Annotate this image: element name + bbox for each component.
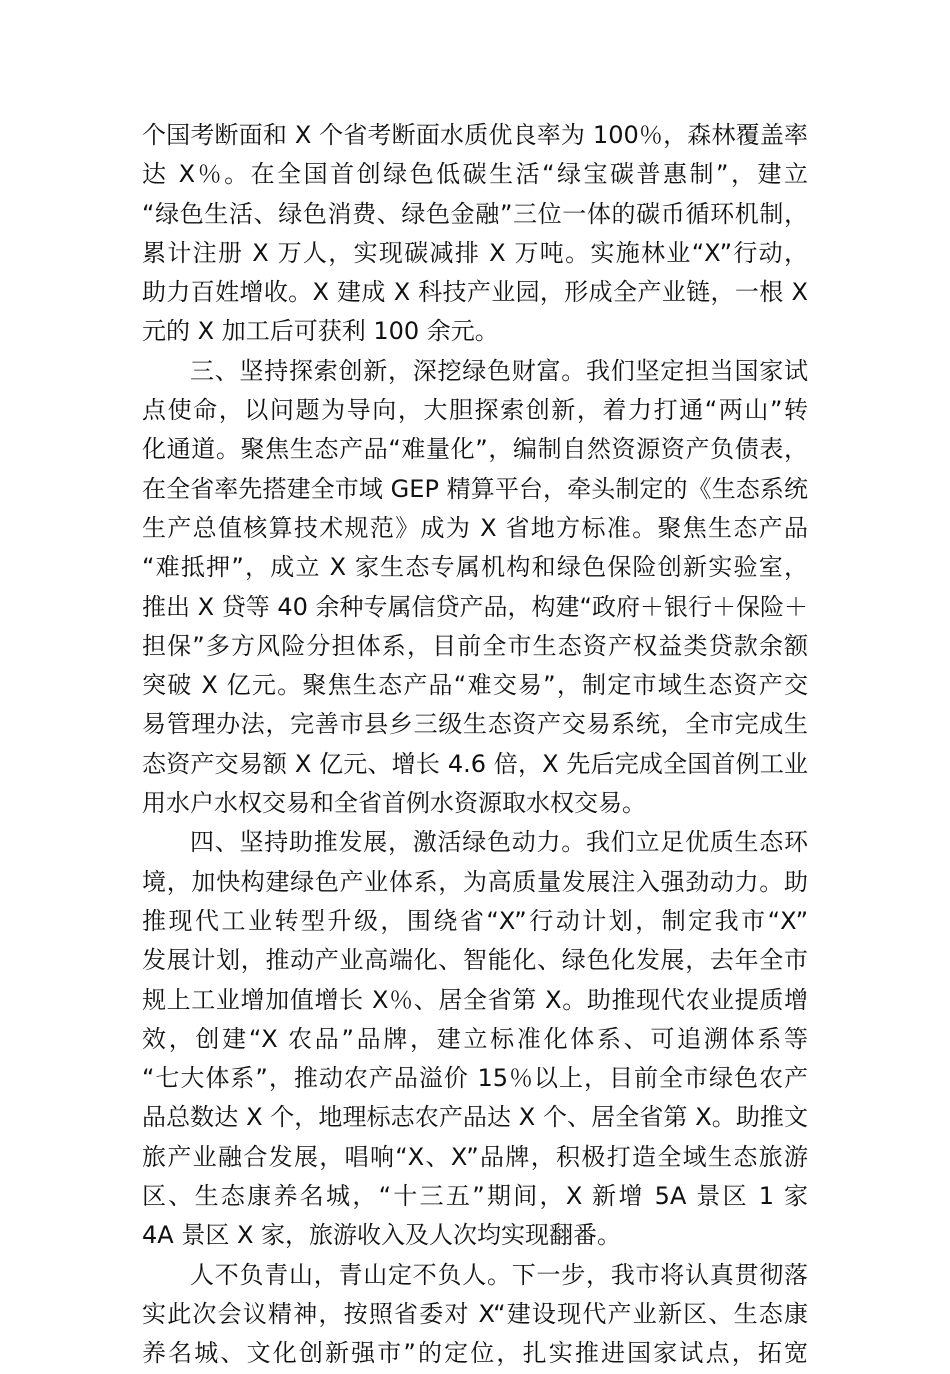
text-line: 四、坚持助推发展，激活绿色动力。我们立足优质生态环 [190, 828, 808, 857]
text-line: 累计注册 X 万人，实现碳减排 X 万吨。实施林业“X”行动， [142, 238, 808, 267]
text-line: 养名城、文化创新强市”的定位，扎实推进国家试点，拓宽 [142, 1339, 808, 1368]
text-line: 品总数达 X 个，地理标志农产品达 X 个、居全省第 X。助推文 [142, 1103, 808, 1132]
text-line: 化通道。聚焦生态产品“难量化”，编制自然资源资产负债表， [142, 435, 808, 464]
text-line: 推现代工业转型升级，围绕省“X”行动计划，制定我市“X” [142, 906, 808, 935]
text-line: 境，加快构建绿色产业体系，为高质量发展注入强劲动力。助 [142, 867, 808, 896]
text-line: “难抵押”，成立 X 家生态专属机构和绿色保险创新实验室， [142, 553, 808, 582]
text-line: 态资产交易额 X 亿元、增长 4.6 倍，X 先后完成全国首例工业 [142, 749, 808, 778]
text-line: 点使命，以问题为导向，大胆探索创新，着力打通“两山”转 [142, 396, 808, 425]
text-line: 用水户水权交易和全省首例水资源取水权交易。 [142, 789, 646, 818]
text-line: 推出 X 贷等 40 余种专属信贷产品，构建“政府＋银行＋保险＋ [142, 592, 808, 621]
text-line: “七大体系”，推动农产品溢价 15％以上，目前全市绿色农产 [142, 1064, 808, 1093]
text-line: 达 X％。在全国首创绿色低碳生活“绿宝碳普惠制”，建立 [142, 160, 808, 189]
text-line: 旅产业融合发展，唱响“X、X”品牌，积极打造全域生态旅游 [142, 1142, 808, 1171]
text-line: 实此次会议精神，按照省委对 X“建设现代产业新区、生态康 [142, 1299, 808, 1328]
text-line: 元的 X 加工后可获利 100 余元。 [142, 317, 499, 346]
text-line: 生产总值核算技术规范》成为 X 省地方标准。聚焦生态产品 [142, 513, 808, 542]
text-line: 个国考断面和 X 个省考断面水质优良率为 100％，森林覆盖率 [142, 121, 808, 149]
text-line: 助力百姓增收。X 建成 X 科技产业园，形成全产业链，一根 X [142, 278, 808, 307]
text-line: 突破 X 亿元。聚焦生态产品“难交易”，制定市域生态资产交 [142, 671, 808, 700]
text-line: 发展计划，推动产业高端化、智能化、绿色化发展，去年全市 [142, 946, 808, 975]
text-line: “绿色生活、绿色消费、绿色金融”三位一体的碳币循环机制， [142, 199, 808, 228]
text-line: 4A 景区 X 家，旅游收入及人次均实现翻番。 [142, 1221, 622, 1250]
text-line: 人不负青山，青山定不负人。下一步，我市将认真贯彻落 [190, 1260, 808, 1289]
text-line: 效，创建“X 农品”品牌，建立标准化体系、可追溯体系等 [142, 1024, 808, 1053]
text-line: 区、生态康养名城，“十三五”期间，X 新增 5A 景区 1 家 [142, 1182, 808, 1211]
document-body [142, 116, 808, 1374]
text-line: 规上工业增加值增长 X％、居全省第 X。助推现代农业提质增 [142, 985, 808, 1014]
text-line: 易管理办法，完善市县乡三级生态资产交易系统，全市完成生 [142, 710, 808, 739]
text-line: 担保”多方风险分担体系，目前全市生态资产权益类贷款余额 [142, 631, 808, 660]
text-line: 在全省率先搭建全市域 GEP 精算平台，牵头制定的《生态系统 [142, 474, 808, 503]
text-line: 三、坚持探索创新，深挖绿色财富。我们坚定担当国家试 [190, 356, 808, 385]
